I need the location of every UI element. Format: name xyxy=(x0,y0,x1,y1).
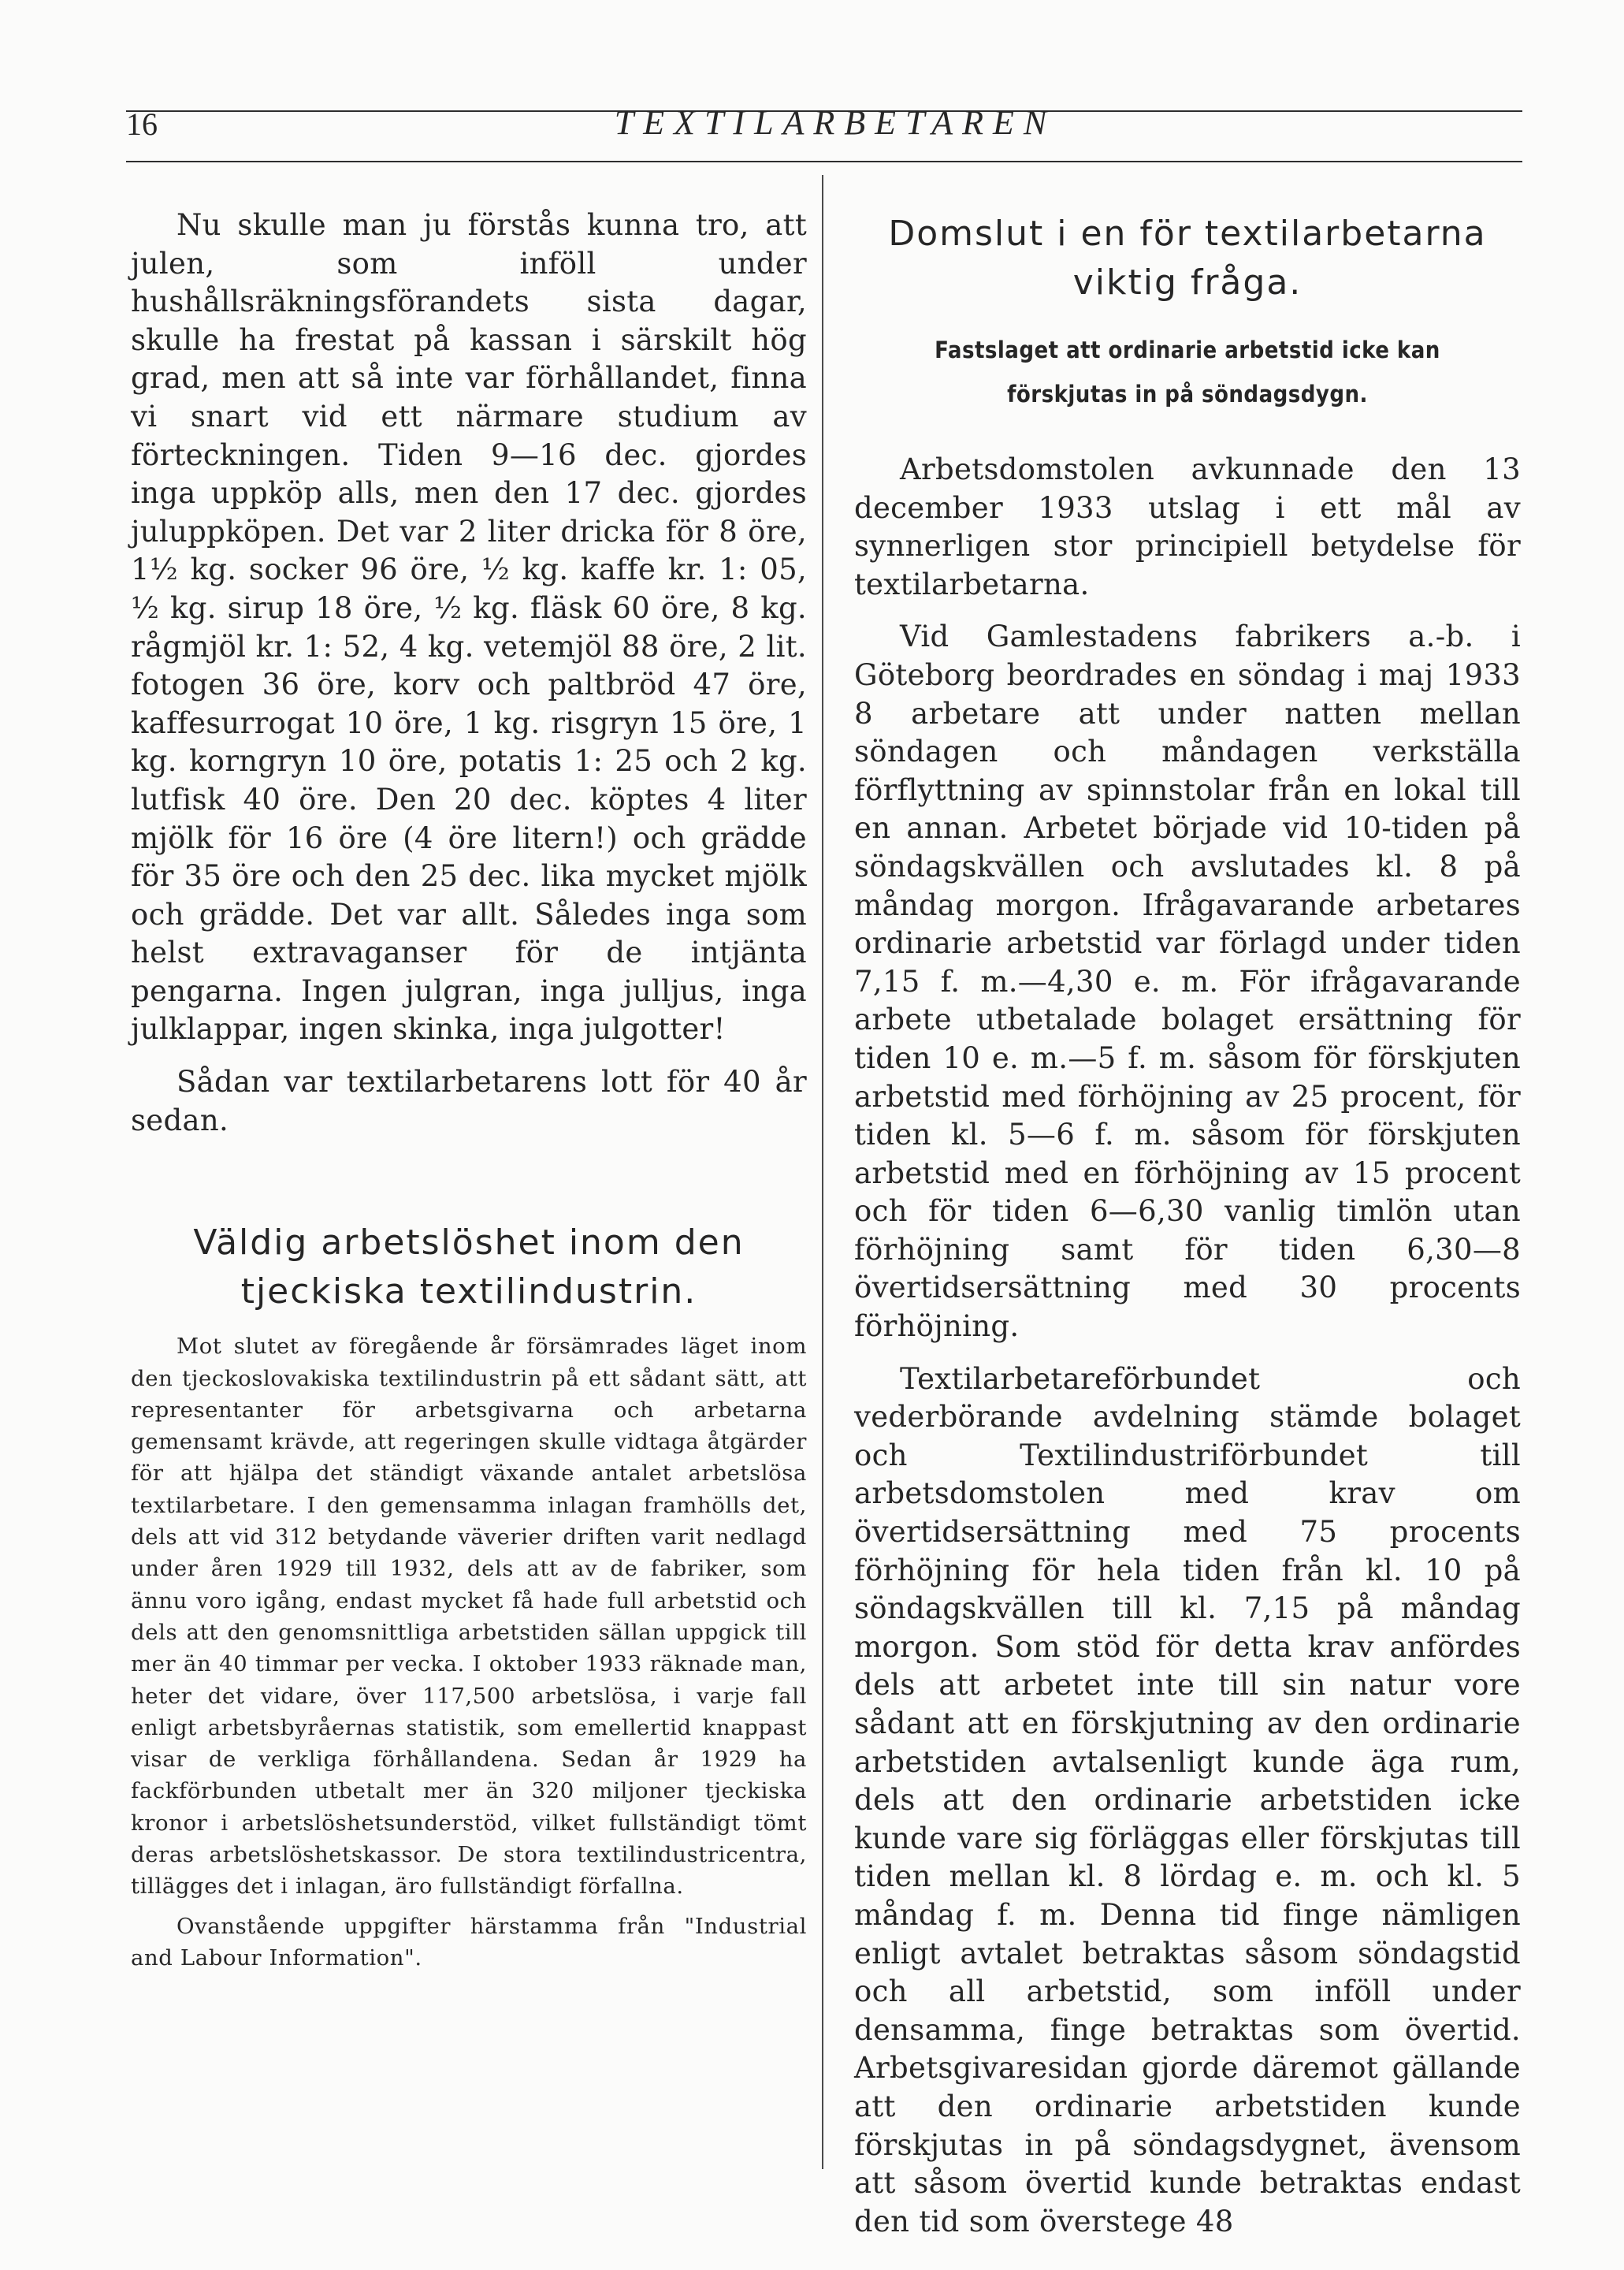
article-subtitle-line: förskjutas in på söndagsdygn. xyxy=(1007,381,1368,407)
left-paragraph: Sådan var textilarbetarens lott för 40 år sedan. xyxy=(131,1065,807,1137)
article-title-line: Väldig arbetslöshet inom den xyxy=(193,1222,745,1263)
article-paragraph: Textilarbetareförbundet och vederbörande avdelning stämde bolaget och Textilindustriförbundet till arbetsdomstolen med krav om övertidsersättning med 75 procents förhöjning för hela tiden från kl. 10 på söndagskvällen till kl. 7,15 på måndag morgon. Som stöd för detta krav anfördes dels att arbetet inte till sin natur vore sådant att en förskjutning av den ordinarie arbetstiden avtalsenligt kunde äga rum, dels att den ordinarie arbetstiden icke kunde vare sig förläggas eller förskjutas till tiden mellan kl. 8 lördag e. m. och kl. 5 måndag f. m. Denna tid finge nämligen enligt avtalet betraktas såsom söndagstid och all arbetstid, som inföll under densamma, finge betraktas som övertid. Arbetsgivaresidan gjorde däremot gällande att den ordinarie arbetstiden kunde förskjutas in på söndagsdygnet, ävensom att såsom övertid kunde betraktas endast den tid som överstege 48 xyxy=(854,1361,1521,2238)
running-title: TEXTILARBETAREN xyxy=(614,103,1057,142)
article-title xyxy=(131,1219,807,1316)
article-court-ruling xyxy=(854,210,1521,2241)
article-paragraph: Ovanstående uppgifter härstamma från "Industrial and Labour Information". xyxy=(131,1913,807,1970)
article-subtitle xyxy=(887,328,1487,416)
article-title-line: tjeckiska textilindustrin. xyxy=(240,1271,697,1312)
article-paragraph: Mot slutet av föregående år försämrades läget inom den tjeckoslovakiska textilindustrin på ett sådant sätt, att representanter för arbetsgivarna och arbetarna gemensamt krävde, att regeringen skulle vidtaga åtgärder för att hjälpa det ständigt växande antalet arbetslösa textilarbetare. I den gemensamma inlagan framhölls det, dels att vid 312 betydande väverier driften varit nedlagd under åren 1929 till 1932, dels att av de fabriker, som ännu voro igång, endast mycket få hade full arbetstid och dels att den genomsnittliga arbetstiden sällan uppgick till mer än 40 timmar per vecka. I oktober 1933 räknade man, heter det vidare, över 117,500 arbetslösa, i varje fall enligt arbetsbyråernas statistik, som emellertid knappast visar de verkliga förhållandena. Sedan år 1929 ha fackförbunden utbetalt mer än 320 miljoner tjeckiska kronor i arbetslöshetsunderstöd, vilket fullständigt tömt deras arbetslöshetskassor. De stora textilindustricentra, tillägges det i inlagan, äro fullständigt förfallna. xyxy=(131,1334,807,1900)
article-unemployment xyxy=(131,1219,807,1974)
article-title xyxy=(854,210,1521,307)
left-column xyxy=(131,207,807,1974)
article-paragraph: Arbetsdomstolen avkunnade den 13 december 1933 utslag i ett mål av synnerligen stor principiell betydelse för textilarbetarna. xyxy=(854,452,1521,601)
article-title-line: viktig fråga. xyxy=(1072,262,1303,303)
page-number: 16 xyxy=(126,106,158,142)
column-divider xyxy=(822,175,823,2169)
article-paragraph: Vid Gamlestadens fabrikers a.-b. i Göteborg beordrades en söndag i maj 1933 8 arbetare att under natten mellan söndagen och måndagen verkställa förflyttning av spinnstolar från en lokal till en annan. Arbetet började vid 10-tiden på söndagskvällen och avslutades kl. 8 på måndag morgon. Ifrågavarande arbetares ordinarie arbetstid var förlagd under tiden 7,15 f. m.—4,30 e. m. För ifrågavarande arbete utbetalade bolaget ersättning för tiden 10 e. m.—5 f. m. såsom för förskjuten arbetstid med förhöjning av 25 procent, för tiden kl. 5—6 f. m. såsom för förskjuten arbetstid med en förhöjning av 15 procent och för tiden 6—6,30 vanlig timlön utan förhöjning samt för tiden 6,30—8 övertidsersättning med 30 procents förhöjning. xyxy=(854,620,1521,1344)
article-subtitle-line: Fastslaget att ordinarie arbetstid icke kan xyxy=(935,337,1440,363)
header-bottom-rule xyxy=(126,161,1522,162)
right-column xyxy=(854,207,1521,2241)
article-title-line: Domslut i en för textilarbetarna xyxy=(888,214,1487,254)
left-paragraph: Nu skulle man ju förstås kunna tro, att julen, som inföll under hushållsräkningsförandets sista dagar, skulle ha frestat på kassan i särskilt hög grad, men att så inte var förhållandet, finna vi snart vid ett närmare studium av förteckningen. Tiden 9—16 dec. gjordes inga uppköp alls, men den 17 dec. gjordes juluppköpen. Det var 2 liter dricka för 8 öre, 1½ kg. socker 96 öre, ½ kg. kaffe kr. 1: 05, ½ kg. sirup 18 öre, ½ kg. fläsk 60 öre, 8 kg. rågmjöl kr. 1: 52, 4 kg. vetemjöl 88 öre, 2 lit. fotogen 36 öre, korv och paltbröd 47 öre, kaffesurrogat 10 öre, 1 kg. risgryn 15 öre, 1 kg. korngryn 10 öre, potatis 1: 25 och 2 kg. lutfisk 40 öre. Den 20 dec. köptes 4 liter mjölk för 16 öre (4 öre litern!) och grädde för 35 öre och den 25 dec. lika mycket mjölk och grädde. Det var allt. Således inga som helst extravaganser för de intjänta pengarna. Ingen julgran, inga julljus, inga julklappar, ingen skinka, inga julgotter! xyxy=(131,208,807,1047)
